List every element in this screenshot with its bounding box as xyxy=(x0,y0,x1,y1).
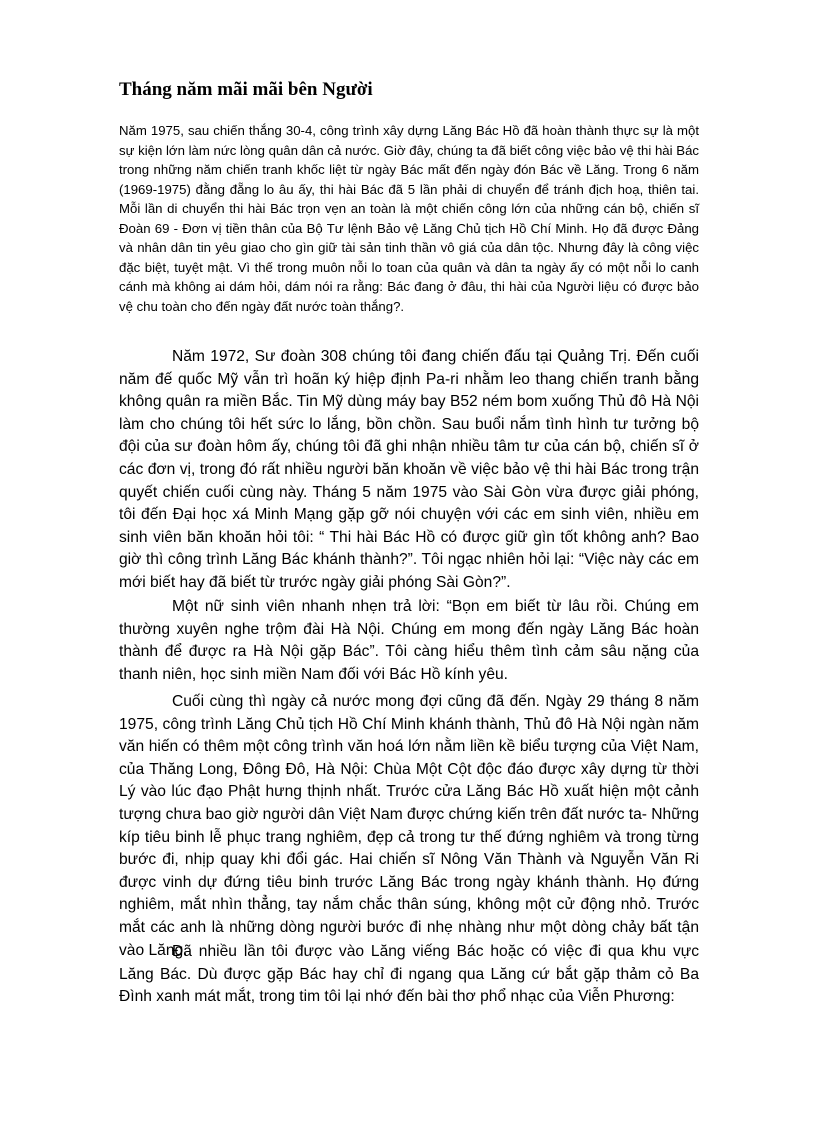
body-paragraph-3: Cuối cùng thì ngày cả nước mong đợi cũng đã đến. Ngày 29 tháng 8 năm 1975, công trình Lăng Chủ tịch Hồ Chí Minh khánh thành, Thủ đô Hà Nội ngàn năm văn hiến có thêm một công trình văn hoá lớn nằm liền kề biểu tượng của Việt Nam, của Thăng Long, Đông Đô, Hà Nội: Chùa Một Cột độc đáo được xây dựng từ thời Lý vào lúc đạo Phật hưng thịnh nhất. Trước cửa Lăng Bác Hồ xuất hiện một cảnh tượng chưa bao giờ người dân Việt Nam được chứng kiến trên đất nước ta- Những kíp tiêu binh lễ phục trang nghiêm, đẹp cả trong tư thế đứng nghiêm và trong từng bước đi, nhịp quay khi đổi gác. Hai chiến sĩ Nông Văn Thành và Nguyễn Văn Ri được vinh dự đứng tiêu binh trước Lăng Bác trong ngày khánh thành. Họ đứng nghiêm, mắt nhìn thẳng, tay nắm chắc thân súng, không một cử động nhỏ. Trước mắt các anh là những dòng người bước đi nhẹ nhàng như một dòng chảy bất tận vào Lăng. xyxy=(119,693,699,959)
body-paragraph-1: Năm 1972, Sư đoàn 308 chúng tôi đang chiến đấu tại Quảng Trị. Đến cuối năm đế quốc Mỹ vẫn trì hoãn ký hiệp định Pa-ri nhằm leo thang chiến tranh bằng không quân ra miền Bắc. Tin Mỹ dùng máy bay B52 ném bom xuống Thủ đô Hà Nội làm cho chúng tôi hết sức lo lắng, bồn chồn. Sau buổi nắm tình hình tư tưởng bộ đội của sư đoàn hôm ấy, chúng tôi đã ghi nhận nhiều tâm tư của cán bộ, chiến sĩ ở các đơn vị, trong đó rất nhiều người băn khoăn về việc bảo vệ thi hài Bác trong trận quyết chiến cuối cùng này. Tháng 5 năm 1975 vào Sài Gòn vừa được giải phóng, tôi đến Đại học xá Minh Mạng gặp gỡ nói chuyện với các em sinh viên, nhiều em sinh viên băn khoăn hỏi tôi: “ Thi hài Bác Hồ có được giữ gìn tốt không anh? Bao giờ thì công trình Lăng Bác khánh thành?”. Tôi ngạc nhiên hỏi lại: “Việc này các em mới biết hay đã biết từ trước ngày giải phóng Sài Gòn?”. xyxy=(119,348,699,591)
body-paragraph-4: Đã nhiều lần tôi được vào Lăng viếng Bác hoặc có việc đi qua khu vực Lăng Bác. Dù được gặp Bác hay chỉ đi ngang qua Lăng cứ bắt gặp thảm cỏ Ba Đình xanh mát mắt, trong tim tôi lại nhớ đến bài thơ phổ nhạc của Viễn Phương: xyxy=(119,943,699,1006)
intro-paragraph: Năm 1975, sau chiến thắng 30-4, công trình xây dựng Lăng Bác Hồ đã hoàn thành thực sự là một sự kiện lớn làm nức lòng quân dân cả nước. Giờ đây, chúng ta đã biết công việc bảo vệ thi hài Bác trong những năm chiến tranh khốc liệt từ ngày Bác mất đến ngày đón Bác về Lăng. Trong 6 năm (1969-1975) đằng đẵng lo âu ấy, thi hài Bác đã 5 lần phải di chuyển để tránh địch hoạ, thiên tai. Mỗi lần di chuyển thi hài Bác trọn vẹn an toàn là một chiến công lớn của những cán bộ, chiến sĩ Đoàn 69 - Đơn vị tiền thân của Bộ Tư lệnh Bảo vệ Lăng Chủ tịch Hồ Chí Minh. Họ đã được Đảng và nhân dân tin yêu giao cho gìn giữ tài sản tinh thần vô giá của dân tộc. Nhưng đây là công việc đặc biệt, tuyệt mật. Vì thế trong muôn nỗi lo toan của quân và dân ta ngày ấy có một nỗi lo canh cánh mà không ai dám hỏi, dám nói ra rằng: Bác đang ở đâu, thi hài của Người liệu có được bảo vệ chu toàn cho đến ngày đất nước toàn thắng?. xyxy=(119,123,699,314)
document-title: Tháng năm mãi mãi bên Người xyxy=(119,79,373,100)
body-paragraph-2: Một nữ sinh viên nhanh nhẹn trả lời: “Bọn em biết từ lâu rồi. Chúng em thường xuyên nghe trộm đài Hà Nội. Chúng em mong đến ngày Lăng Bác hoàn thành để được ra Hà Nội gặp Bác”. Tôi càng hiểu thêm tình cảm sâu nặng của thanh niên, học sinh miền Nam đối với Bác Hồ kính yêu. xyxy=(119,598,699,683)
